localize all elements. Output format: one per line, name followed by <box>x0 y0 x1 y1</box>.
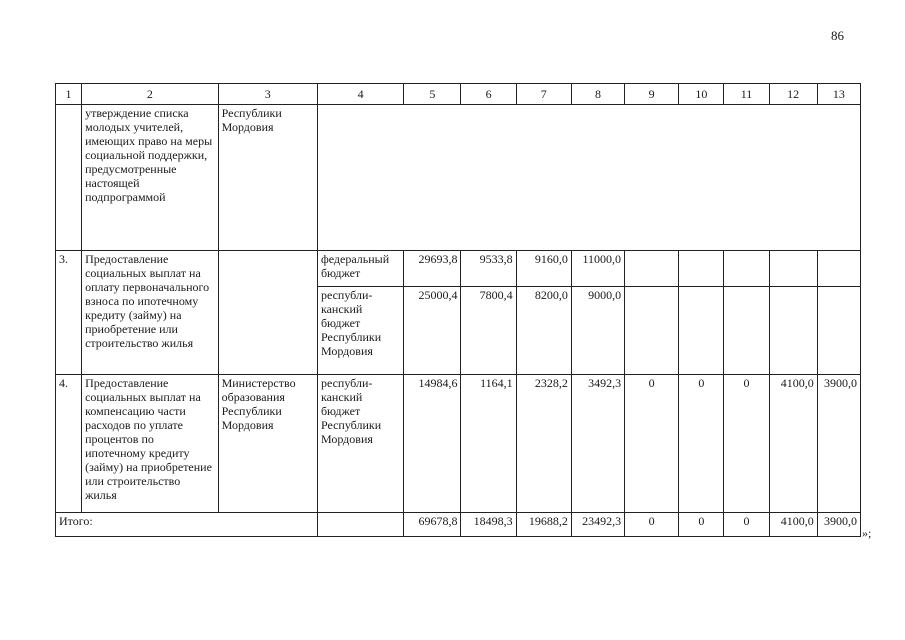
value-cell: 3492,3 <box>571 375 624 513</box>
value-cell <box>817 251 860 287</box>
total-blank <box>317 513 403 537</box>
header-cell: 4 <box>317 84 403 105</box>
budget-table <box>55 83 861 537</box>
total-value: 18498,3 <box>461 513 516 537</box>
value-cell: 3900,0 <box>817 375 860 513</box>
header-row <box>56 84 861 105</box>
header-cell: 11 <box>724 84 769 105</box>
measure-name: Предоставление социальных выплат на оплату первоначального взноса по ипотечному кредиту (займу) на приобретение или строительство жилья <box>82 251 219 375</box>
row-number: 4. <box>56 375 82 513</box>
header-cell: 5 <box>404 84 461 105</box>
total-row <box>56 513 861 537</box>
funding-source: республи-канский бюджет Республики Мордовия <box>317 375 403 513</box>
closing-quote-mark: »; <box>862 526 872 540</box>
value-cell: 9160,0 <box>516 251 571 287</box>
value-cell <box>769 287 817 375</box>
value-cell <box>724 251 769 287</box>
table-row <box>56 251 861 287</box>
value-cell: 29693,8 <box>404 251 461 287</box>
continuation-measure-text: утверждение списка молодых учителей, имеющих право на меры социальной поддержки, предусмотренные настоящей подпрограммой <box>82 105 219 251</box>
value-cell: 14984,6 <box>404 375 461 513</box>
total-value: 19688,2 <box>516 513 571 537</box>
row-number: 3. <box>56 251 82 375</box>
executor <box>218 251 317 375</box>
header-cell: 6 <box>461 84 516 105</box>
continuation-executor-text: Республики Мордовия <box>218 105 317 251</box>
header-cell: 13 <box>817 84 860 105</box>
value-cell: 2328,2 <box>516 375 571 513</box>
value-cell: 9000,0 <box>571 287 624 375</box>
value-cell: 0 <box>625 375 679 513</box>
value-cell: 9533,8 <box>461 251 516 287</box>
value-cell: 25000,4 <box>404 287 461 375</box>
value-cell: 0 <box>679 375 724 513</box>
total-value: 3900,0 <box>817 513 860 537</box>
header-cell: 12 <box>769 84 817 105</box>
value-cell <box>817 287 860 375</box>
funding-source: федеральный бюджет <box>317 251 403 287</box>
value-cell: 11000,0 <box>571 251 624 287</box>
total-value: 0 <box>724 513 769 537</box>
header-cell: 7 <box>516 84 571 105</box>
value-cell: 4100,0 <box>769 375 817 513</box>
value-cell <box>769 251 817 287</box>
page-number: 86 <box>831 28 844 43</box>
value-cell <box>724 287 769 375</box>
total-value: 69678,8 <box>404 513 461 537</box>
funding-source: республи-канский бюджет Республики Мордовия <box>317 287 403 375</box>
header-cell: 9 <box>625 84 679 105</box>
value-cell: 8200,0 <box>516 287 571 375</box>
value-cell <box>625 251 679 287</box>
executor: Министерство образования Республики Мордовия <box>218 375 317 513</box>
header-cell: 2 <box>82 84 219 105</box>
continuation-row <box>56 105 861 251</box>
continuation-empty-span <box>317 105 860 251</box>
total-label: Итого: <box>56 513 318 537</box>
total-value: 4100,0 <box>769 513 817 537</box>
value-cell <box>679 251 724 287</box>
value-cell <box>679 287 724 375</box>
header-cell: 3 <box>218 84 317 105</box>
header-cell: 1 <box>56 84 82 105</box>
total-value: 0 <box>625 513 679 537</box>
continuation-no-cell <box>56 105 82 251</box>
measure-name: Предоставление социальных выплат на компенсацию части расходов по уплате процентов по ипотечному кредиту (займу) на приобретение или строительство жилья <box>82 375 219 513</box>
total-value: 0 <box>679 513 724 537</box>
value-cell: 1164,1 <box>461 375 516 513</box>
header-cell: 8 <box>571 84 624 105</box>
value-cell: 0 <box>724 375 769 513</box>
value-cell: 7800,4 <box>461 287 516 375</box>
header-cell: 10 <box>679 84 724 105</box>
table-row <box>56 375 861 513</box>
value-cell <box>625 287 679 375</box>
total-value: 23492,3 <box>571 513 624 537</box>
